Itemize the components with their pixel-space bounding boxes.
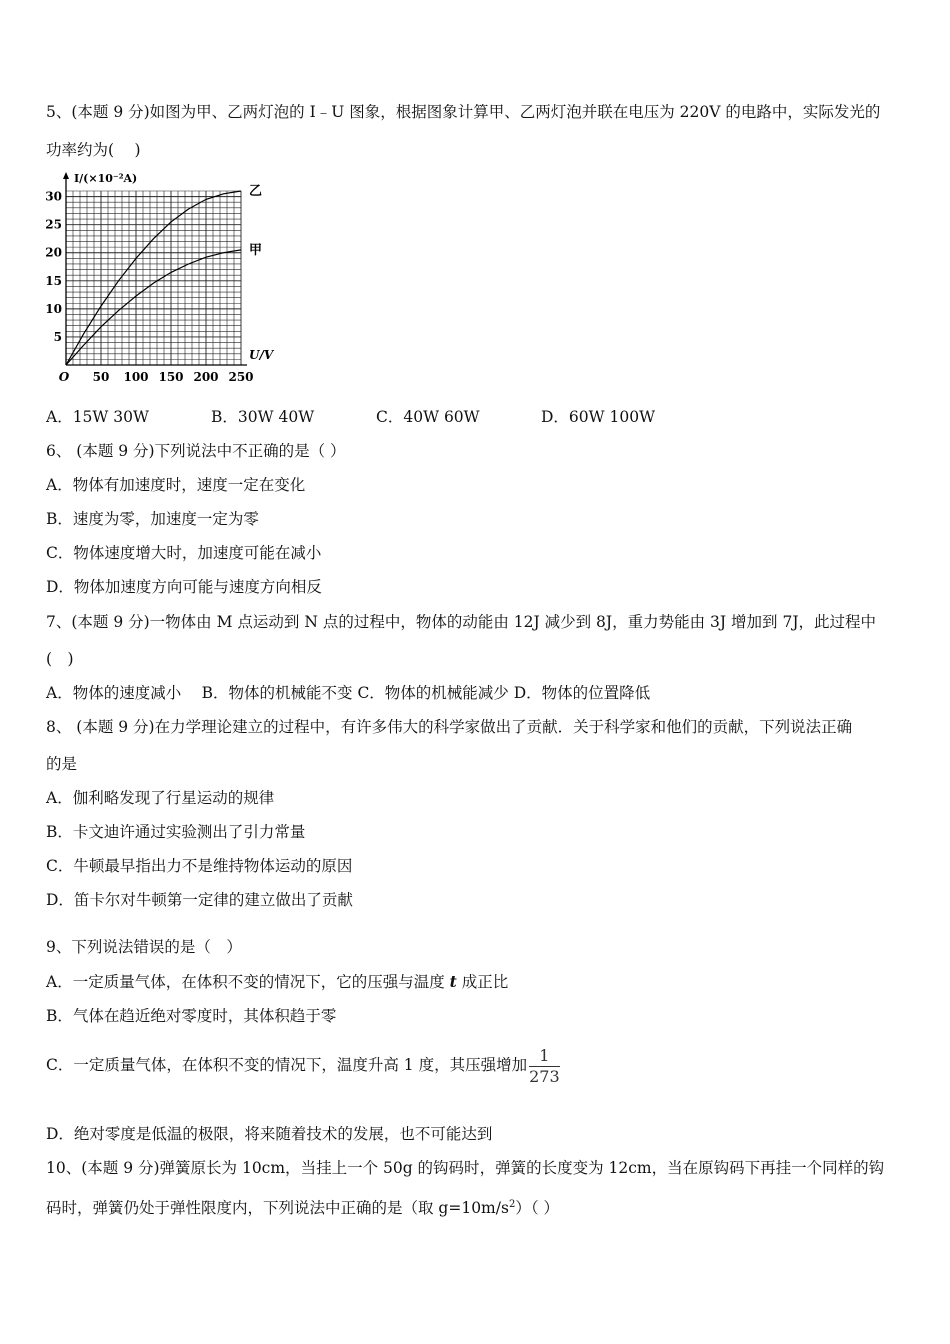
origin-label: O bbox=[58, 370, 70, 384]
y-tick-label: 30 bbox=[45, 189, 62, 204]
q7-options[interactable]: A．物体的速度减小 B．物体的机械能不变 C．物体的机械能减少 D．物体的位置降低 bbox=[46, 684, 651, 702]
y-tick-label: 20 bbox=[45, 245, 62, 260]
q6-option-c[interactable]: C．物体速度增大时，加速度可能在减小 bbox=[46, 544, 322, 562]
q5-option-a[interactable]: A．15W 30W bbox=[46, 408, 149, 426]
q9-option-a-pre: A．一定质量气体，在体积不变的情况下，它的压强与温度 bbox=[46, 973, 450, 991]
y-tick-label: 10 bbox=[45, 301, 62, 316]
q7-stem-line1: 7、(本题 9 分)一物体由 M 点运动到 N 点的过程中，物体的动能由 12J 减少到 8J，重力势能由 3J 增加到 7J，此过程中 bbox=[46, 613, 877, 631]
x-axis-label: U/V bbox=[249, 348, 274, 362]
y-tick-label: 25 bbox=[45, 217, 62, 232]
q10-stem-line1: 10、(本题 9 分)弹簧原长为 10cm，当挂上一个 50g 的钩码时，弹簧的长度变为 12cm，当在原钩码下再挂一个同样的钩 bbox=[46, 1159, 885, 1177]
series-curve-1 bbox=[66, 250, 241, 365]
q10-stem-line2 bbox=[46, 1195, 908, 1218]
q9-option-d[interactable]: D．绝对零度是低温的极限，将来随着技术的发展，也不可能达到 bbox=[46, 1125, 493, 1143]
q6-option-d[interactable]: D．物体加速度方向可能与速度方向相反 bbox=[46, 578, 322, 596]
y-tick-label: 5 bbox=[53, 329, 62, 344]
q9-option-a[interactable] bbox=[46, 972, 908, 992]
y-axis-arrow bbox=[63, 172, 69, 179]
q6-stem: 6、 (本题 9 分)下列说法中不正确的是（ ） bbox=[46, 442, 346, 460]
y-tick-label: 15 bbox=[45, 273, 62, 288]
chart-grid bbox=[66, 191, 241, 365]
series-label-1: 甲 bbox=[249, 242, 263, 258]
q9-option-c-text: C．一定质量气体，在体积不变的情况下，温度升高 1 度，其压强增加 bbox=[46, 1056, 528, 1074]
x-tick-label: 100 bbox=[123, 370, 149, 384]
q8-stem-line1: 8、 (本题 9 分)在力学理论建立的过程中，有许多伟大的科学家做出了贡献．关于科学家和他们的贡献，下列说法正确 bbox=[46, 718, 853, 736]
q9-option-a-var: t bbox=[449, 972, 457, 991]
q9-option-c[interactable] bbox=[46, 1042, 908, 1088]
q8-option-a[interactable]: A．伽利略发现了行星运动的规律 bbox=[46, 789, 275, 807]
fraction-denominator: 273 bbox=[529, 1066, 560, 1086]
iu-chart bbox=[44, 170, 284, 394]
fraction bbox=[529, 1046, 560, 1087]
q8-option-b[interactable]: B．卡文迪许通过实验测出了引力常量 bbox=[46, 823, 306, 841]
x-tick-label: 200 bbox=[193, 370, 219, 384]
q5-stem-line1: 5、(本题 9 分)如图为甲、乙两灯泡的 I﹣U 图象，根据图象计算甲、乙两灯泡并联在电压为 220V 的电路中，实际发光的 bbox=[46, 103, 881, 121]
q10-stem-line2-pre: 码时，弹簧仍处于弹性限度内，下列说法中正确的是（取 g=10m/s bbox=[46, 1199, 509, 1218]
q8-option-c[interactable]: C．牛顿最早指出力不是维持物体运动的原因 bbox=[46, 857, 353, 875]
x-tick-label: 150 bbox=[158, 370, 184, 384]
series-curve-0 bbox=[66, 191, 241, 365]
q10-stem-line2-post: ）（ ） bbox=[515, 1199, 559, 1218]
q5-stem-line2: 功率约为( ) bbox=[46, 141, 141, 159]
q9-option-a-post: 成正比 bbox=[456, 973, 509, 991]
q9-stem: 9、下列说法错误的是（ ） bbox=[46, 938, 242, 956]
q6-option-b[interactable]: B．速度为零，加速度一定为零 bbox=[46, 510, 259, 528]
series-label-0: 乙 bbox=[249, 184, 263, 199]
q8-option-d[interactable]: D．笛卡尔对牛顿第一定律的建立做出了贡献 bbox=[46, 891, 353, 909]
q10-superscript: 2 bbox=[508, 1199, 516, 1210]
q7-stem-line2: ( ) bbox=[46, 650, 74, 668]
q6-option-a[interactable]: A．物体有加速度时，速度一定在变化 bbox=[46, 476, 306, 494]
chart-axes bbox=[63, 172, 247, 365]
q5-option-d[interactable]: D．60W 100W bbox=[541, 408, 656, 426]
q8-stem-line2: 的是 bbox=[46, 755, 78, 773]
q9-option-b[interactable]: B．气体在趋近绝对零度时，其体积趋于零 bbox=[46, 1007, 337, 1025]
y-axis-label: I/(×10⁻²A) bbox=[74, 172, 138, 185]
q5-option-c[interactable]: C．40W 60W bbox=[376, 408, 480, 426]
x-tick-label: 50 bbox=[92, 370, 110, 384]
q5-option-b[interactable]: B．30W 40W bbox=[211, 408, 315, 426]
iu-chart-svg bbox=[44, 170, 284, 390]
fraction-numerator: 1 bbox=[539, 1045, 550, 1065]
x-tick-label: 250 bbox=[228, 370, 254, 384]
chart-curves bbox=[66, 191, 241, 365]
q5-options bbox=[46, 407, 908, 427]
